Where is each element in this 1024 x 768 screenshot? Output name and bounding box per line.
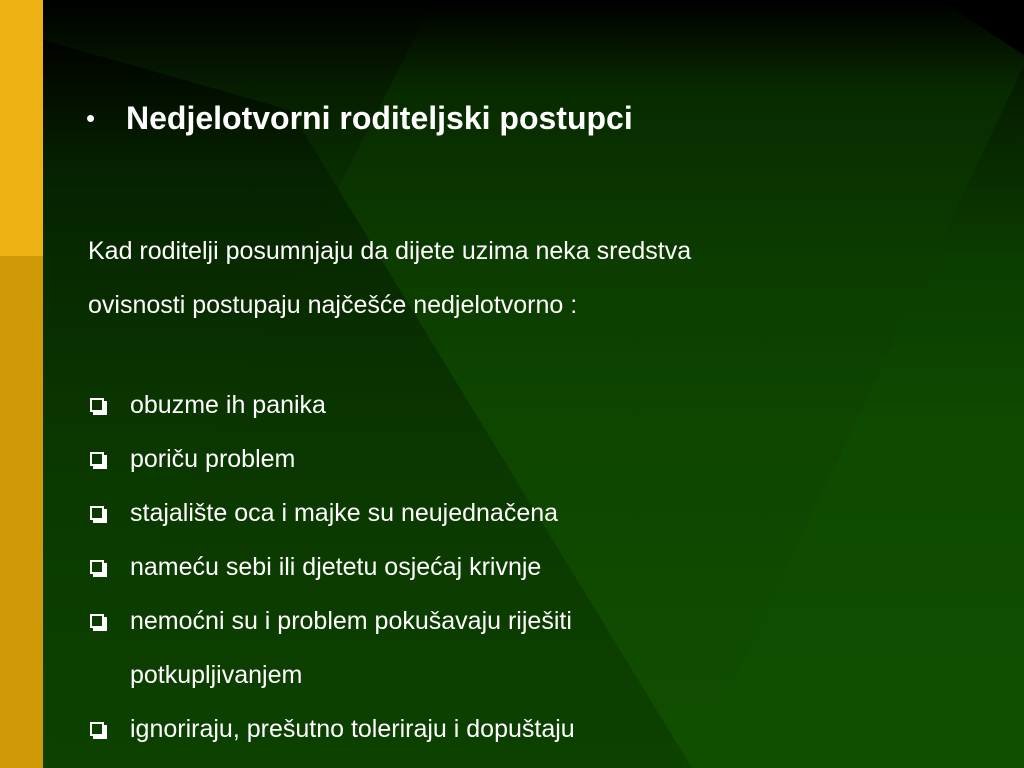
- bullet-list: [88, 378, 848, 756]
- list-item-text: ignoriraju, prešutno toleriraju i dopuštaju: [130, 714, 575, 743]
- list-item-continuation: [88, 648, 848, 702]
- sidebar-accent-bottom: [0, 256, 43, 768]
- checkbox-icon: [90, 722, 104, 736]
- sidebar-accent-top: [0, 0, 43, 256]
- list-item-text: stajalište oca i majke su neujednačena: [130, 498, 559, 527]
- intro-line: Kad roditelji posumnjaju da dijete uzima neka sredstva: [88, 237, 692, 265]
- list-item-text: obuzme ih panika: [130, 390, 326, 419]
- intro-line: ovisnosti postupaju najčešće nedjelotvorno :: [88, 291, 578, 319]
- list-item-text: nemoćni su i problem pokušavaju riješiti: [130, 606, 572, 635]
- slide-title-row: [86, 98, 633, 138]
- list-item: [88, 594, 848, 648]
- checkbox-icon: [90, 560, 104, 574]
- list-item: [88, 378, 848, 432]
- checkbox-icon: [90, 506, 104, 520]
- list-item-text: poriču problem: [130, 444, 296, 473]
- list-item: [88, 486, 848, 540]
- list-item-text: potkupljivanjem: [130, 660, 303, 689]
- list-item-text: nameću sebi ili djetetu osjećaj krivnje: [130, 552, 542, 581]
- list-item: [88, 432, 848, 486]
- checkbox-icon: [90, 614, 104, 628]
- intro-paragraph: [88, 224, 888, 332]
- checkbox-icon: [90, 452, 104, 466]
- list-item: [88, 702, 848, 756]
- title-bullet: •: [86, 103, 96, 133]
- checkbox-icon: [90, 398, 104, 412]
- slide-title: Nedjelotvorni roditeljski postupci: [126, 100, 633, 136]
- list-item: [88, 540, 848, 594]
